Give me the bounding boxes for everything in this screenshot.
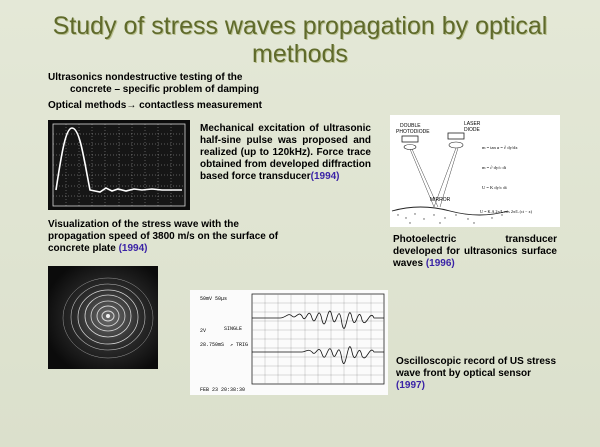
mechanical-year: (1994) xyxy=(310,171,340,182)
photoelectric-diagram xyxy=(390,115,560,227)
laser-label-2: DIODE xyxy=(464,127,480,133)
photoelectric-body: Photoelectric transducer developed for ultrasonics surface waves xyxy=(393,234,557,269)
scope-single: SINGLE xyxy=(224,326,243,332)
wave-visualization-image xyxy=(48,266,158,369)
wave-visualization-svg xyxy=(48,266,158,369)
force-trace-image xyxy=(48,120,190,210)
photoelectric-svg xyxy=(390,115,560,227)
slide-title: Study of stress waves propagation by optical methods xyxy=(52,12,548,68)
photoelectric-year: (1996) xyxy=(425,258,455,269)
oscilloscopic-year: (1997) xyxy=(396,380,425,391)
scope-top-left: 50mV 50μs xyxy=(200,296,228,302)
double-label-2: PHOTODIODE xyxy=(396,129,430,135)
intro-line-1: Ultrasonics nondestructive testing of the xyxy=(48,72,243,83)
oscilloscopic-body: Oscilloscopic record of US stress wave front by optical sensor xyxy=(396,356,557,379)
laser-label-1: LASER xyxy=(464,121,481,127)
visualization-body: Visualization of the stress wave with the propagation speed of 3800 m/s on the surface of concrete plate xyxy=(48,219,279,254)
visualization-year: (1994) xyxy=(118,243,148,254)
intro-line-3: Optical methods→ contactless measurement xyxy=(48,100,262,111)
equation-4: U = K.A 2π/L cos 2π/L (ct − x) xyxy=(480,209,533,214)
scope-footer: FEB 23 20:38:30 xyxy=(200,387,246,393)
visualization-text xyxy=(48,219,284,255)
photoelectric-text xyxy=(393,234,557,270)
scope-trig: ↗ TRIG xyxy=(230,342,249,348)
scope-time-read: 28.750mS xyxy=(200,342,225,348)
scope-v-left: 2V xyxy=(200,328,207,334)
intro-line-2: concrete – specific problem of damping xyxy=(70,84,259,95)
equation-1: m = tan α = ∂ dy/dx xyxy=(482,145,518,150)
oscilloscopic-text xyxy=(396,356,558,392)
mirror-label: MIRROR xyxy=(430,197,451,203)
equation-3: U = K dy/c dt xyxy=(482,185,507,190)
equation-2: m = ∂ dy/c dt xyxy=(482,165,507,170)
oscilloscopic-record-image xyxy=(190,290,388,395)
force-trace-svg xyxy=(48,120,190,210)
mechanical-body: Mechanical excitation of ultrasonic half-sine pulse was proposed and realized (up to 120kHz). Force trace obtained from developed diffraction based force transducer xyxy=(200,123,371,182)
double-label-1: DOUBLE xyxy=(400,123,421,129)
mechanical-text xyxy=(200,123,371,183)
oscilloscopic-record-svg xyxy=(190,290,388,395)
